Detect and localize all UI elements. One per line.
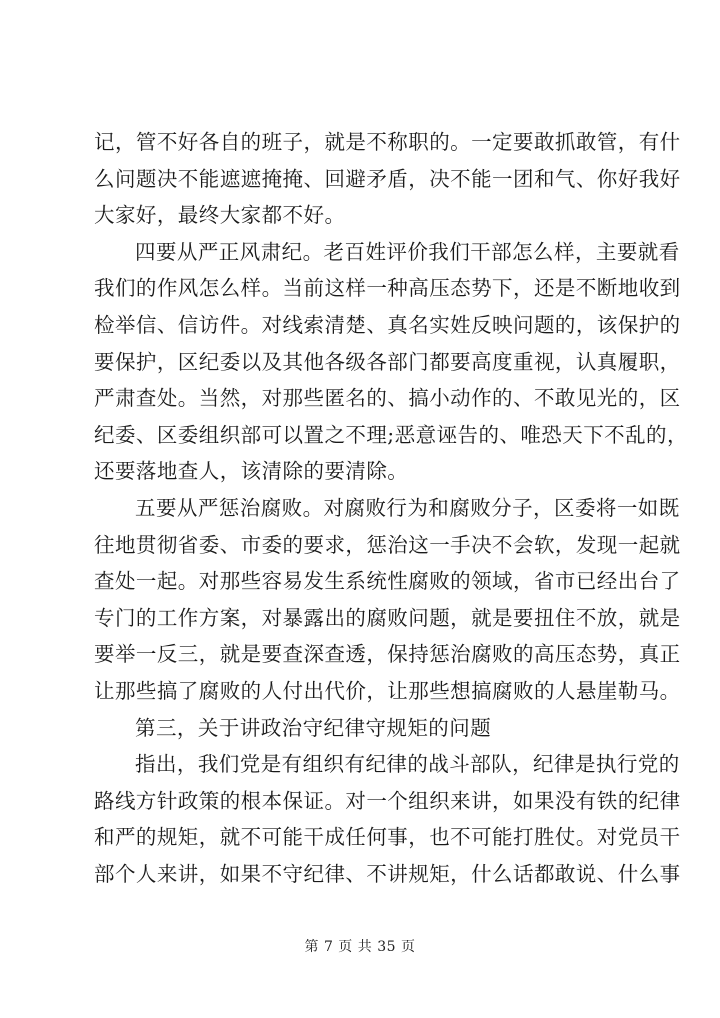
text-line: 第三，关于讲政治守纪律守规矩的问题 [135, 715, 492, 740]
text-line: 指出，我们党是有组织有纪律的战斗部队，纪律是执行党的 [135, 752, 680, 777]
text-line: 和严的规矩，就不可能干成任何事，也不可能打胜仗。对党员干 [94, 825, 681, 850]
text-line: 路线方针政策的根本保证。对一个组织来讲，如果没有铁的纪律 [94, 788, 681, 813]
text-line: 检举信、信访件。对线索清楚、真名实姓反映问题的，该保护的 [94, 312, 681, 337]
text-line: 四要从严正风肃纪。老百姓评价我们干部怎么样，主要就看 [135, 239, 680, 264]
text-line: 专门的工作方案，对暴露出的腐败问题，就是要扭住不放，就是 [94, 605, 681, 630]
paragraph [94, 746, 681, 892]
text-line: 大家好，最终大家都不好。 [94, 203, 346, 228]
page-footer: 第 7 页 共 35 页 [304, 939, 416, 955]
text-line: 五要从严惩治腐败。对腐败行为和腐败分子，区委将一如既 [135, 495, 680, 520]
text-line: 往地贯彻省委、市委的要求，惩治这一手决不会软，发现一起就 [94, 532, 681, 557]
text-line: 纪委、区委组织部可以置之不理;恶意诬告的、唯恐天下不乱的， [94, 422, 688, 447]
paragraph [94, 234, 688, 490]
text-line: 部个人来讲，如果不守纪律、不讲规矩，什么话都敢说、什么事 [94, 861, 681, 886]
text-line: 记，管不好各自的班子，就是不称职的。一定要敢抓敢管，有什 [94, 130, 681, 154]
text-line: 严肃查处。当然，对那些匿名的、搞小动作的、不敢见光的，区 [94, 386, 681, 411]
paragraph [94, 710, 634, 747]
document-body [94, 124, 688, 892]
text-line: 查处一起。对那些容易发生系统性腐败的领域，省市已经出台了 [94, 569, 681, 594]
text-line: 要举一反三，就是要查深查透，保持惩治腐败的高压态势，真正 [94, 642, 681, 667]
text-line: 还要落地查人，该清除的要清除。 [94, 459, 409, 484]
text-line: 么问题决不能遮遮掩掩、回避矛盾，决不能一团和气、你好我好 [94, 166, 681, 191]
text-line: 让那些搞了腐败的人付出代价，让那些想搞腐败的人悬崖勒马。 [94, 678, 681, 703]
paragraph [94, 124, 681, 234]
paragraph [94, 490, 681, 710]
text-line: 我们的作风怎么样。当前这样一种高压态势下，还是不断地收到 [94, 276, 681, 301]
text-line: 要保护，区纪委以及其他各级各部门都要高度重视，认真履职， [94, 349, 681, 374]
